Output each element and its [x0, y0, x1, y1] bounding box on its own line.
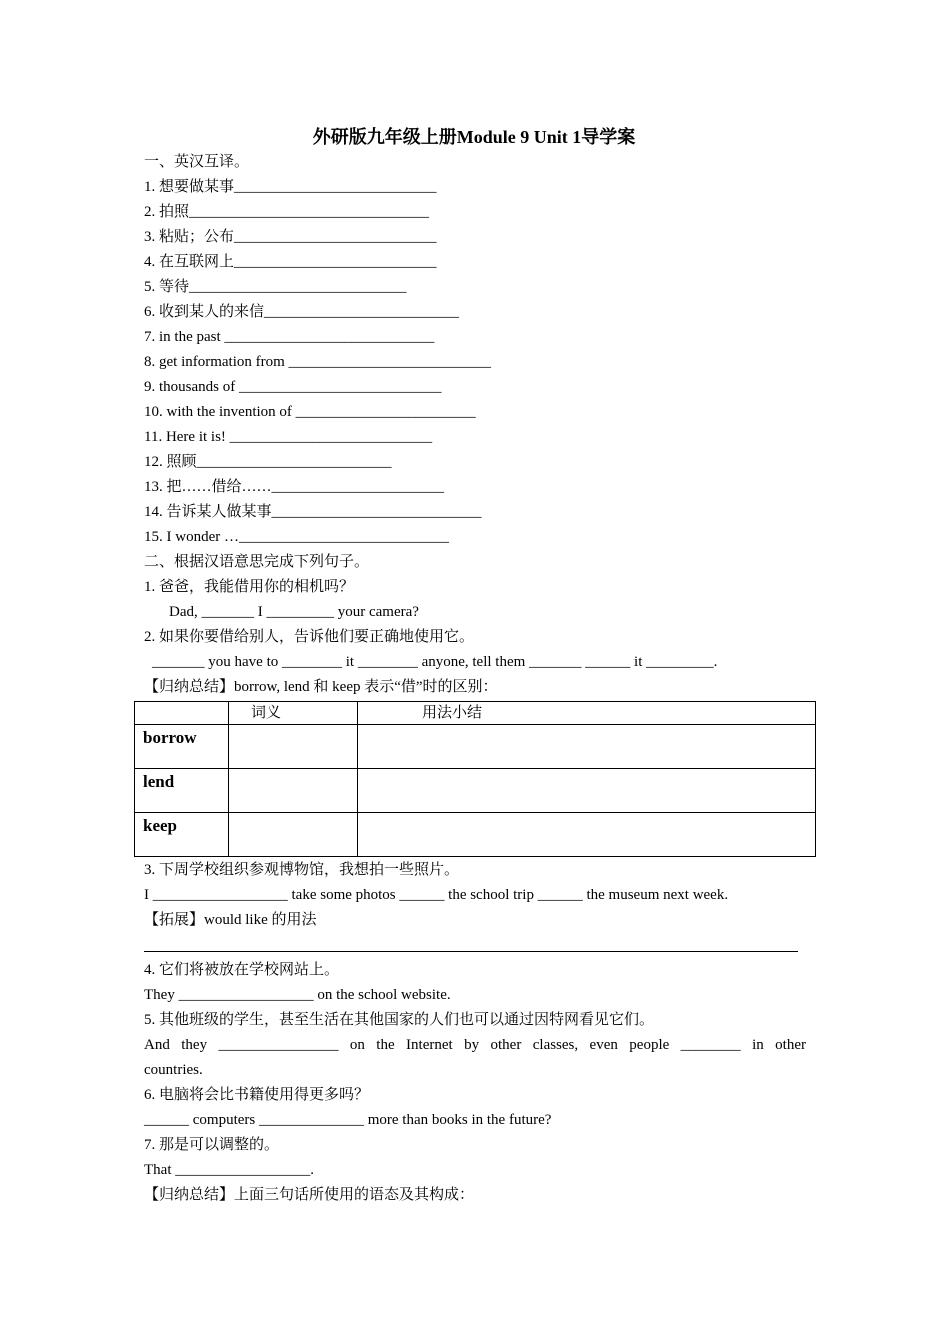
question-prompt: 2. 如果你要借给别人，告诉他们要正确地使用它。	[144, 629, 475, 645]
table-header-cell	[135, 702, 229, 725]
table-usage-cell[interactable]	[358, 813, 816, 857]
list-item: 6. 收到某人的来信__________________________	[144, 304, 460, 320]
question-prompt: 5. 其他班级的学生，甚至生活在其他国家的人们也可以通过因特网看见它们。	[144, 1012, 655, 1028]
list-item: 15. I wonder …____________________________	[144, 529, 449, 545]
table-meaning-cell[interactable]	[229, 725, 358, 769]
question-prompt: 3. 下周学校组织参观博物馆，我想拍一些照片。	[144, 862, 460, 878]
table-row	[135, 725, 816, 769]
list-item: 2. 拍照________________________________	[144, 204, 430, 220]
question-prompt: 1. 爸爸，我能借用你的相机吗？	[144, 579, 355, 595]
extension-label: 【拓展】would like 的用法	[144, 912, 317, 928]
translation-list	[144, 175, 806, 550]
list-item: 4. 在互联网上___________________________	[144, 254, 437, 270]
table-header-cell: 词义	[229, 702, 358, 725]
blank-rule-line[interactable]	[144, 933, 806, 958]
summary-label: 【归纳总结】borrow, lend 和 keep 表示“借”时的区别：	[144, 679, 498, 695]
table-meaning-cell[interactable]	[229, 769, 358, 813]
borrow-lend-keep-table	[134, 701, 816, 857]
list-item: 5. 等待_____________________________	[144, 279, 407, 295]
list-item: 9. thousands of ___________________________	[144, 379, 442, 395]
list-item: 8. get information from ___________________________	[144, 354, 492, 370]
section-heading: 一、英汉互译。	[144, 154, 250, 170]
table-row	[135, 769, 816, 813]
table-word-cell: borrow	[135, 725, 229, 769]
list-item: 14. 告诉某人做某事____________________________	[144, 504, 482, 520]
question-prompt: 7. 那是可以调整的。	[144, 1137, 280, 1153]
table-meaning-cell[interactable]	[229, 813, 358, 857]
table-header-row	[135, 702, 816, 725]
table-word-cell: keep	[135, 813, 229, 857]
answer-line: Dad, _______ I _________ your camera?	[169, 604, 419, 620]
answer-line: And they ________________ on the Internet by other classes, even people ________ in other	[144, 1037, 806, 1053]
list-item: 12. 照顾__________________________	[144, 454, 392, 470]
section-heading: 二、根据汉语意思完成下列句子。	[144, 554, 370, 570]
answer-line: _______ you have to ________ it ________ anyone, tell them _______ ______ it _________.	[152, 654, 718, 670]
list-item: 11. Here it is! ___________________________	[144, 429, 433, 445]
list-item: 3. 粘贴；公布___________________________	[144, 229, 437, 245]
question-prompt: 6. 电脑将会比书籍使用得更多吗？	[144, 1087, 370, 1103]
list-item: 1. 想要做某事___________________________	[144, 179, 437, 195]
answer-line: They __________________ on the school website.	[144, 987, 451, 1003]
list-item: 10. with the invention of ________________________	[144, 404, 476, 420]
summary-label: 【归纳总结】上面三句话所使用的语态及其构成：	[144, 1187, 475, 1203]
answer-line: I __________________ take some photos ______ the school trip ______ the museum next week.	[144, 887, 729, 903]
list-item: 13. 把……借给……_______________________	[144, 479, 445, 495]
answer-line: ______ computers ______________ more than books in the future?	[144, 1112, 552, 1128]
page-title: 外研版九年级上册Module 9 Unit 1导学案	[312, 127, 636, 147]
answer-line-continued: countries.	[144, 1062, 203, 1078]
table-row	[135, 813, 816, 857]
question-prompt: 4. 它们将被放在学校网站上。	[144, 962, 340, 978]
table-word-cell: lend	[135, 769, 229, 813]
table-header-cell: 用法小结	[358, 702, 816, 725]
table-usage-cell[interactable]	[358, 769, 816, 813]
list-item: 7. in the past ____________________________	[144, 329, 435, 345]
table-usage-cell[interactable]	[358, 725, 816, 769]
worksheet-page	[144, 124, 806, 1208]
answer-line: That __________________.	[144, 1162, 314, 1178]
